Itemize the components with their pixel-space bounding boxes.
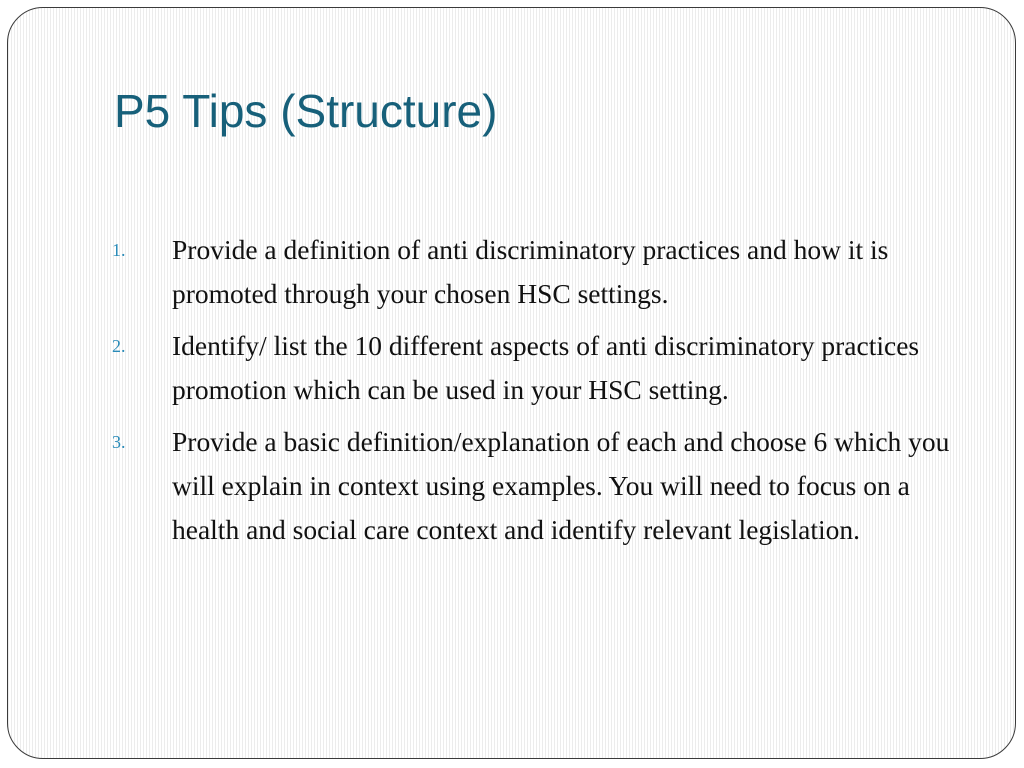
list-item-number: 3. xyxy=(112,432,126,452)
list-item-text: Provide a definition of anti discriminatory practices and how it is promoted through your chosen HSC settings. xyxy=(172,234,889,309)
list-item-text: Identify/ list the 10 different aspects of anti discriminatory practices promotion which can be used in your HSC setting. xyxy=(172,330,920,405)
tips-list xyxy=(112,228,972,560)
list-item xyxy=(112,324,972,412)
list-item-number: 2. xyxy=(112,336,126,356)
list-item-text: Provide a basic definition/explanation of each and choose 6 which you will explain in context using examples. You will need to focus on a health and social care context and identify relevant legislation. xyxy=(172,426,950,545)
slide-title: P5 Tips (Structure) xyxy=(114,85,498,137)
slide-frame xyxy=(7,7,1016,759)
list-item-number: 1. xyxy=(112,240,126,260)
list-item xyxy=(112,228,972,316)
list-item xyxy=(112,420,972,552)
